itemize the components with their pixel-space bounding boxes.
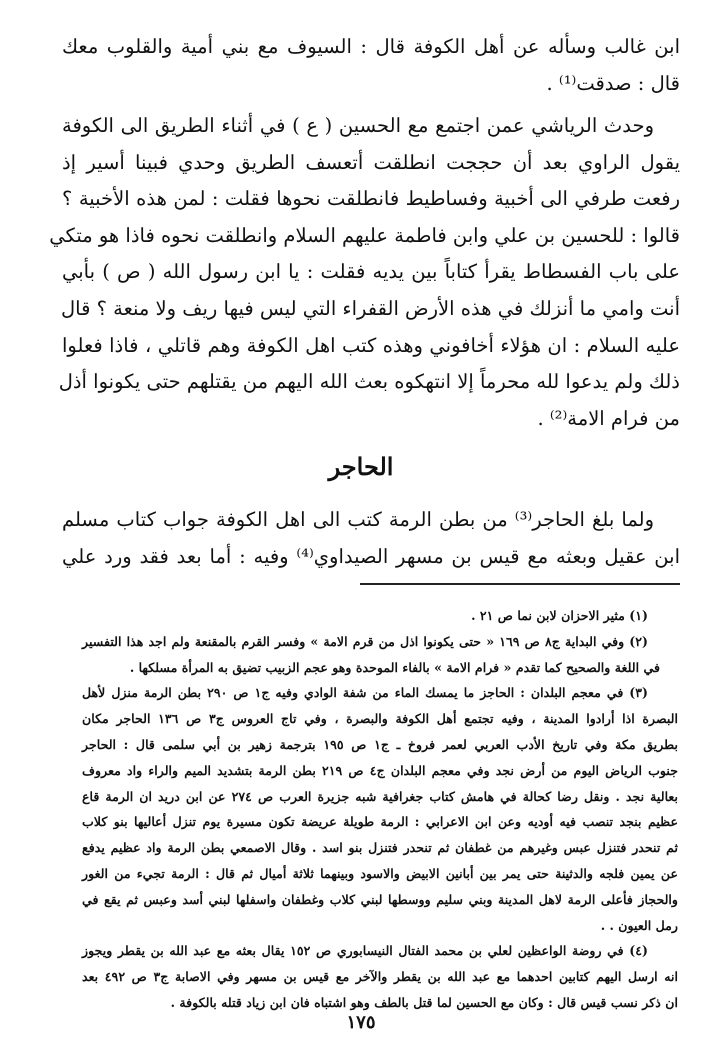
paragraph-1 bbox=[62, 29, 680, 102]
footnote-line: بطريق مكة وفي تاريخ الأدب العربي لعمر فروخ ـ ج١ ص ١٩٥ بترجمة زهير بن أبي سلمى قال : الحاجر bbox=[82, 736, 679, 752]
text-line: على باب الفسطاط يقرأ كتاباً بين يديه فقلت : يا ابن رسول الله ( ص ) بأبي bbox=[62, 260, 680, 284]
footnote-line: ان ذكر نسب قيس قال : وكان مع الحسين لما قتل بالطف وهو اشتباه فان ابن زياد قتله بالكوفة . bbox=[170, 994, 678, 1010]
footnote-divider bbox=[360, 583, 680, 585]
text-line: قالوا : للحسين بن علي وابن فاطمة عليهم السلام وانطلقت نحوه فاذا هو متكي bbox=[49, 223, 680, 247]
text-line: ولما بلغ الحاجر⁽³⁾ من بطن الرمة كتب الى اهل الكوفة جواب كتاب مسلم bbox=[62, 508, 654, 531]
paragraph-2 bbox=[49, 108, 680, 437]
text-line: ابن عقيل وبعثه مع قيس بن مسهر الصيداوي⁽⁴⁾ وفيه : أما بعد فقد ورد علي bbox=[62, 544, 680, 568]
footnote-line: رمل العيون . . bbox=[600, 917, 678, 933]
footnotes bbox=[82, 603, 678, 1016]
footnote-line: جنوب الرياض اليوم من أرض نجد وفي معجم البلدان ج٤ ص ٢١٩ بطن الرمة بتشديد الميم والراء واد معروف bbox=[82, 762, 679, 778]
footnote-line: البصرة اذا أرادوا المدينة ، وفيه تجتمع أهل الكوفة والبصرة ، وفي تاج العروس ج٣ ص ١٣٦ الحاجر مكان bbox=[82, 711, 679, 727]
text-line: رفعت طرفي الى أخبية وفساطيط فانطلقت نحوها فقلت : لمن هذه الأخبية ؟ bbox=[62, 187, 680, 211]
footnote-4: (٤) في روضة الواعظين لعلي بن محمد الفتال النيسابوري ص ١٥٢ يقال بعثه مع عبد الله بن يقطر ويجوز bbox=[82, 943, 648, 959]
footnote-line: في اللغة والصحيح كما تقدم « فرام الامة » بالفاء الموحدة وهو عجم الزبيب تضيق به المرأة مسلكها . bbox=[129, 659, 660, 675]
footnote-line: انه ارسل اليهم كتابين احدهما مع عبد الله بن يقطر والآخر مع قيس بن مسهر وفي الاصابة ج٣ ص ٤٩٢ بعد bbox=[82, 969, 679, 985]
text-line: أنت وامي ما أنزلك في هذه الأرض القفراء التي ليس فيها ريف ولا منعة ؟ قال bbox=[60, 296, 680, 320]
text-line: عليه السلام : ان هؤلاء أخافوني وهذه كتب اهل الكوفة وهم قاتلي ، فاذا فعلوا bbox=[62, 333, 680, 357]
footnote-line: عظيم بنجد تنصب فيه أوديه وعن ابن الاعرابي : الرمة طويلة عريضة تكون مسيرة يوم تنزل أعاليها بنو كلاب bbox=[82, 814, 678, 830]
text-line: قال : صدقت⁽¹⁾ . bbox=[546, 71, 680, 95]
text-line: يقول الراوي بعد أن حججت انطلقت أتعسف الطريق وحدي فبينا أسير إذ bbox=[62, 150, 680, 174]
text-line: وحدث الرياشي عمن اجتمع مع الحسين ( ع ) في أثناء الطريق الى الكوفة bbox=[62, 114, 654, 137]
footnote-1: (١) مثير الاحزان لابن نما ص ٢١ . bbox=[471, 608, 648, 623]
footnote-line: بعالية نجد . ونقل رضا كحالة في هامش كتاب جغرافية شبه جزيرة العرب ص ٢٧٤ عن ابن دريد ان الرمة قاع bbox=[82, 788, 678, 804]
text-line: ذلك ولم يدعوا لله محرماً إلا انتهكوه بعث الله اليهم من يقتلهم حتى يكونوا أذل bbox=[58, 370, 680, 394]
footnote-2: (٢) وفي البداية ج٨ ص ١٦٩ « حتى يكونوا اذل من قرم الامة » وفسر القرم بالمقنعة ولم اجد هذا التفسير bbox=[82, 633, 649, 649]
text-line: من فرام الامة⁽²⁾ . bbox=[537, 406, 680, 430]
page-number: ١٧٥ bbox=[346, 1012, 376, 1033]
footnote-line: ثم تنحدر فتنزل عبس وغيرهم من غطفان ثم تنحدر فتنزل بنو اسد . وقال الاصمعي بطن الرمة واد عظيم يدفع bbox=[82, 840, 678, 856]
footnote-line: والحجاز فأعلى الرمة لاهل المدينة وبني سليم ووسطها لبني كلاب وغطفان واسفلها لبني أسد وعبس ثم يقع في bbox=[82, 891, 678, 907]
text-line: ابن غالب وسأله عن أهل الكوفة قال : السيوف مع بني أمية والقلوب معك bbox=[62, 35, 680, 58]
footnote-3: (٣) في معجم البلدان : الحاجز ما يمسك الماء من شفة الوادي وفيه ج١ ص ٢٩٠ بطن الرمة منزل لأهل bbox=[82, 685, 648, 701]
section-heading: الحاجر bbox=[328, 452, 394, 481]
paragraph-3 bbox=[62, 502, 680, 575]
footnote-line: عن يمين فلجه والدثينة حتى يمر بين أبانين الابيض والاسود وبينهما ثلاثة أميال ثم قال : الرمة تجيء من الغور bbox=[82, 865, 678, 881]
